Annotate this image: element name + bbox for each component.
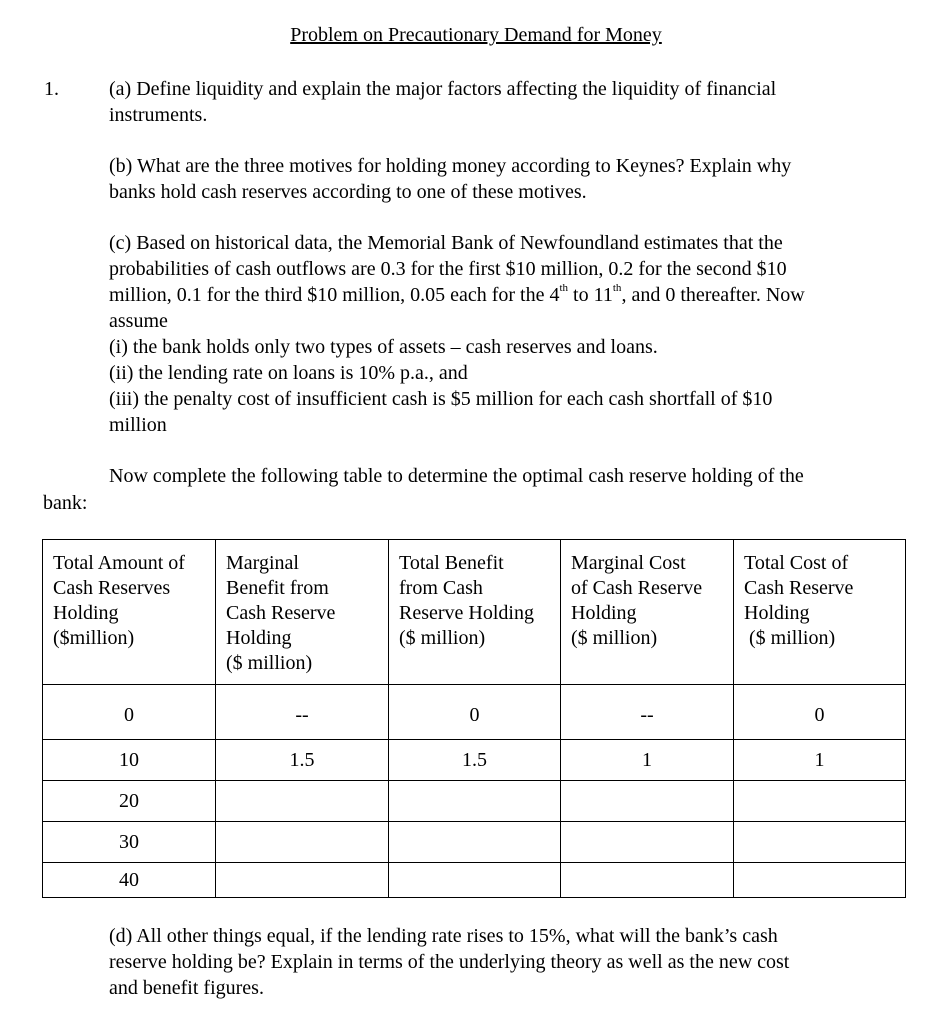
table-cell bbox=[216, 781, 389, 822]
part-a-line: instruments. bbox=[109, 104, 208, 126]
part-b-line: (b) What are the three motives for holding money according to Keynes? Explain why bbox=[109, 155, 792, 177]
table-cell bbox=[734, 822, 906, 863]
table-cell: -- bbox=[561, 685, 734, 740]
part-d-line: and benefit figures. bbox=[109, 977, 264, 999]
table-row bbox=[43, 863, 906, 898]
header-total-cost: Total Cost of Cash Reserve Holding ($ million) bbox=[734, 540, 906, 685]
table-cell bbox=[734, 863, 906, 898]
table-cell: 1.5 bbox=[389, 740, 561, 781]
part-c-line: (ii) the lending rate on loans is 10% p.a., and bbox=[109, 362, 468, 384]
part-c-line: (i) the bank holds only two types of assets – cash reserves and loans. bbox=[109, 336, 658, 358]
table-cell: 10 bbox=[43, 740, 216, 781]
part-b bbox=[109, 153, 909, 205]
table-cell: 0 bbox=[734, 685, 906, 740]
table-cell: 30 bbox=[43, 822, 216, 863]
table-cell: 40 bbox=[43, 863, 216, 898]
part-c-line: million bbox=[109, 414, 167, 436]
part-a-line: (a) Define liquidity and explain the major factors affecting the liquidity of financial bbox=[109, 78, 777, 100]
header-total-amount: Total Amount of Cash Reserves Holding ($million) bbox=[43, 540, 216, 685]
table-row bbox=[43, 685, 906, 740]
part-c-line: million, 0.1 for the third $10 million, 0.05 each for the 4th to 11th, and 0 thereafter. Now bbox=[109, 282, 805, 306]
header-marginal-cost: Marginal Cost of Cash Reserve Holding ($ million) bbox=[561, 540, 734, 685]
table-cell: 0 bbox=[389, 685, 561, 740]
part-a bbox=[109, 76, 909, 128]
table-cell: 0 bbox=[43, 685, 216, 740]
table-cell bbox=[389, 781, 561, 822]
part-c-line: probabilities of cash outflows are 0.3 for the first $10 million, 0.2 for the second $10 bbox=[109, 258, 787, 280]
table-cell bbox=[216, 822, 389, 863]
page-title: Problem on Precautionary Demand for Money bbox=[290, 24, 662, 46]
instruction-end: bank: bbox=[43, 492, 88, 514]
table-header-row bbox=[43, 540, 906, 685]
part-d-line: reserve holding be? Explain in terms of the underlying theory as well as the new cost bbox=[109, 951, 790, 973]
cash-reserve-table bbox=[42, 539, 906, 898]
header-total-benefit: Total Benefit from Cash Reserve Holding ($ million) bbox=[389, 540, 561, 685]
part-b-line: banks hold cash reserves according to one of these motives. bbox=[109, 181, 587, 203]
table-cell bbox=[561, 822, 734, 863]
table-cell: 1 bbox=[734, 740, 906, 781]
table-row bbox=[43, 822, 906, 863]
table-cell bbox=[561, 781, 734, 822]
table-row bbox=[43, 740, 906, 781]
table-cell bbox=[389, 863, 561, 898]
part-c bbox=[109, 230, 909, 438]
part-c-line: assume bbox=[109, 310, 168, 332]
table-cell bbox=[734, 781, 906, 822]
table-cell bbox=[389, 822, 561, 863]
part-c-line: (iii) the penalty cost of insufficient cash is $5 million for each cash shortfall of $10 bbox=[109, 388, 773, 410]
part-d bbox=[109, 923, 909, 1001]
part-c-line: (c) Based on historical data, the Memorial Bank of Newfoundland estimates that the bbox=[109, 232, 783, 254]
table-cell bbox=[216, 863, 389, 898]
instruction: Now complete the following table to determine the optimal cash reserve holding of the bbox=[109, 465, 804, 487]
question-number: 1. bbox=[44, 78, 59, 100]
table-cell bbox=[561, 863, 734, 898]
table-cell: -- bbox=[216, 685, 389, 740]
header-marginal-benefit: Marginal Benefit from Cash Reserve Holding ($ million) bbox=[216, 540, 389, 685]
table-row bbox=[43, 781, 906, 822]
part-d-line: (d) All other things equal, if the lending rate rises to 15%, what will the bank’s cash bbox=[109, 925, 778, 947]
table-cell: 1.5 bbox=[216, 740, 389, 781]
table-cell: 1 bbox=[561, 740, 734, 781]
table-cell: 20 bbox=[43, 781, 216, 822]
